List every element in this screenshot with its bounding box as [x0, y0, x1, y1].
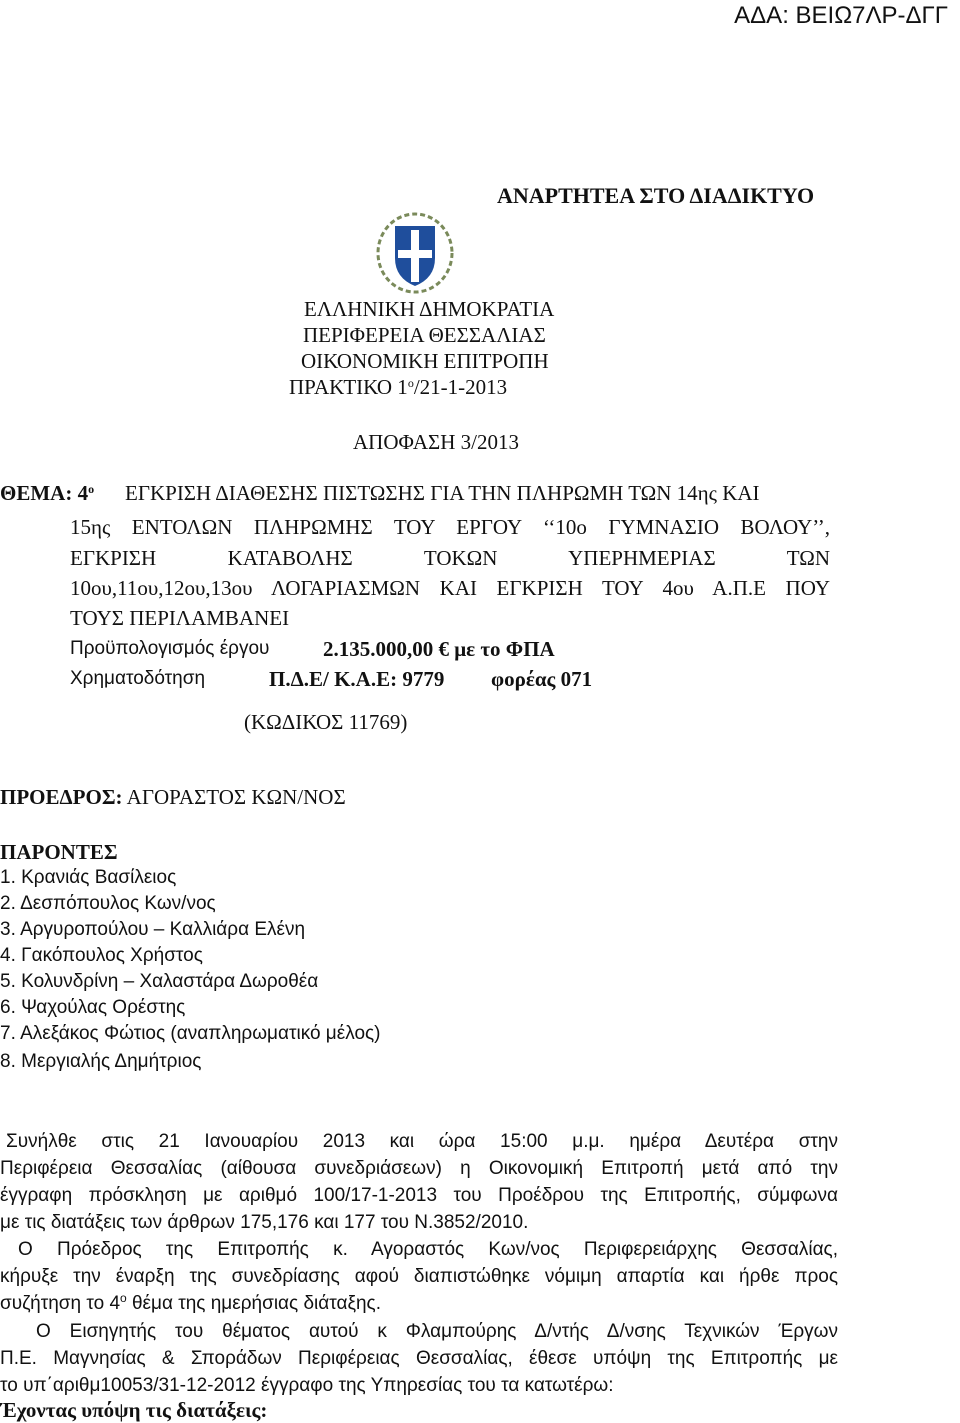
present-heading: ΠΑΡΟΝΤΕΣ [0, 840, 118, 864]
paragraph-1-line-1: Συνήλθε στις 21 Ιανουαρίου 2013 και ώρα 15:00 μ.μ. ημέρα Δευτέρα στην [6, 1131, 838, 1152]
paragraph-1-line-3: έγγραφη πρόσκληση με αριθμό 100/17-1-2013 του Προέδρου της Επιτροπής, σύμφωνα [0, 1185, 838, 1206]
member-item: 2. Δεσπόπουλος Κων/νος [0, 893, 216, 914]
budget-label: Προϋπολογισμός έργου [70, 638, 270, 659]
greek-emblem-icon [375, 212, 455, 294]
minutes-prefix: ΠΡΑΚΤΙΚΟ 1 [289, 375, 408, 399]
p2-l3-b: θέμα της ημερήσιας διάταξης. [126, 1293, 381, 1314]
paragraph-1-line-2: Περιφέρεια Θεσσαλίας (αίθουσα συνεδριάσεων) η Οικονομική Επιτροπή μετά από την [0, 1158, 838, 1179]
chairman-label: ΠΡΟΕΔΡΟΣ: [0, 785, 123, 809]
subject-line-1 [0, 481, 94, 506]
paragraph-2-line-1: Ο Πρόεδρος της Επιτροπής κ. Αγοραστός Κων/νος Περιφερειάρχης Θεσσαλίας, [18, 1239, 838, 1260]
header-minutes [289, 375, 507, 400]
subject-label-sup: ο [88, 482, 95, 496]
chairman-line [0, 785, 346, 810]
ada-code: ΑΔΑ: ΒΕΙΩ7ΛΡ-ΔΓΓ [734, 2, 948, 29]
paragraph-2-line-3 [0, 1293, 381, 1315]
funding-value: Π.Δ.Ε/ Κ.Α.Ε: 9779 [269, 667, 445, 691]
paragraph-3-line-3: το υπ΄αριθμ10053/31-12-2012 έγγραφο της Υπηρεσίας του τα κατωτέρω: [0, 1375, 614, 1396]
member-item: 5. Κολυνδρίνη – Χαλαστάρα Δωροθέα [0, 971, 319, 992]
minutes-suffix: /21-1-2013 [413, 375, 508, 399]
subject-text-1: ΕΓΚΡΙΣΗ ΔΙΑΘΕΣΗΣ ΠΙΣΤΩΣΗΣ ΓΙΑ ΤΗΝ ΠΛΗΡΩΜΗ ΤΩΝ 14ης ΚΑΙ [125, 481, 760, 505]
member-item: 6. Ψαχούλας Ορέστης [0, 997, 186, 1018]
paragraph-2-line-2: κήρυξε την έναρξη της συνεδρίασης αφού διαπιστώθηκε νόμιμη απαρτία και ήρθε προς [0, 1266, 838, 1287]
paragraph-3-line-1: Ο Εισηγητής του θέματος αυτού κ Φλαμπούρης Δ/ντής Δ/νσης Τεχνικών Έργων [36, 1321, 838, 1342]
decision-title: ΑΠΟΦΑΣΗ 3/2013 [353, 430, 519, 454]
subject-text-4: 10ου,11ου,12ου,13ου ΛΟΓΑΡΙΑΣΜΩΝ ΚΑΙ ΕΓΚΡΙΣΗ ΤΟΥ 4ου Α.Π.Ε ΠΟΥ [70, 576, 830, 600]
header-committee: ΟΙΚΟΝΟΜΙΚΗ ΕΠΙΤΡΟΠΗ [301, 349, 549, 373]
considerations-heading: Έχοντας υπόψη τις διατάξεις: [0, 1398, 268, 1422]
subject-label: ΘΕΜΑ: 4 [0, 481, 89, 505]
paragraph-3-line-2: Π.Ε. Μαγνησίας & Σποράδων Περιφέρειας Θεσσαλίας, έθεσε υπόψη της Επιτροπής με [0, 1348, 838, 1369]
funding-label: Χρηματοδότηση [70, 668, 206, 689]
paragraph-1-line-4: με τις διατάξεις των άρθρων 175,176 και 177 του Ν.3852/2010. [0, 1212, 529, 1233]
chairman-name: ΑΓΟΡΑΣΤΟΣ ΚΩΝ/ΝΟΣ [126, 785, 346, 809]
p2-l3-sup: ο [120, 1291, 127, 1305]
member-item: 1. Κρανιάς Βασίλειος [0, 867, 177, 888]
member-item: 8. Μεργιαλής Δημήτριος [0, 1051, 202, 1072]
member-item: 3. Αργυροπούλου – Καλλιάρα Ελένη [0, 919, 306, 940]
header-region: ΠΕΡΙΦΕΡΕΙΑ ΘΕΣΣΑΛΙΑΣ [303, 323, 546, 347]
project-code: (ΚΩΔΙΚΟΣ 11769) [244, 710, 408, 734]
funding-carrier: φορέας 071 [491, 667, 593, 691]
subject-text-2: 15ης ΕΝΤΟΛΩΝ ΠΛΗΡΩΜΗΣ ΤΟΥ ΕΡΓΟΥ ‘‘10ο ΓΥΜΝΑΣΙΟ ΒΟΛΟΥ’’, [70, 515, 830, 539]
member-item: 4. Γακόπουλος Χρήστος [0, 945, 203, 966]
budget-value: 2.135.000,00 € με το ΦΠΑ [323, 637, 555, 661]
publish-note: ΑΝΑΡΤΗΤΕΑ ΣΤΟ ΔΙΑΔΙΚΤΥΟ [497, 183, 815, 208]
minutes-sup: ο [407, 376, 414, 390]
header-republic: ΕΛΛΗΝΙΚΗ ΔΗΜΟΚΡΑΤΙΑ [304, 297, 555, 321]
subject-text-3: ΕΓΚΡΙΣΗ ΚΑΤΑΒΟΛΗΣ ΤΟΚΩΝ ΥΠΕΡΗΜΕΡΙΑΣ ΤΩΝ [70, 546, 830, 570]
subject-text-5: ΤΟΥΣ ΠΕΡΙΛΑΜΒΑΝΕΙ [70, 606, 290, 630]
member-item: 7. Αλεξάκος Φώτιος (αναπληρωματικό μέλος) [0, 1023, 381, 1044]
p2-l3-a: συζήτηση το 4 [0, 1293, 121, 1314]
